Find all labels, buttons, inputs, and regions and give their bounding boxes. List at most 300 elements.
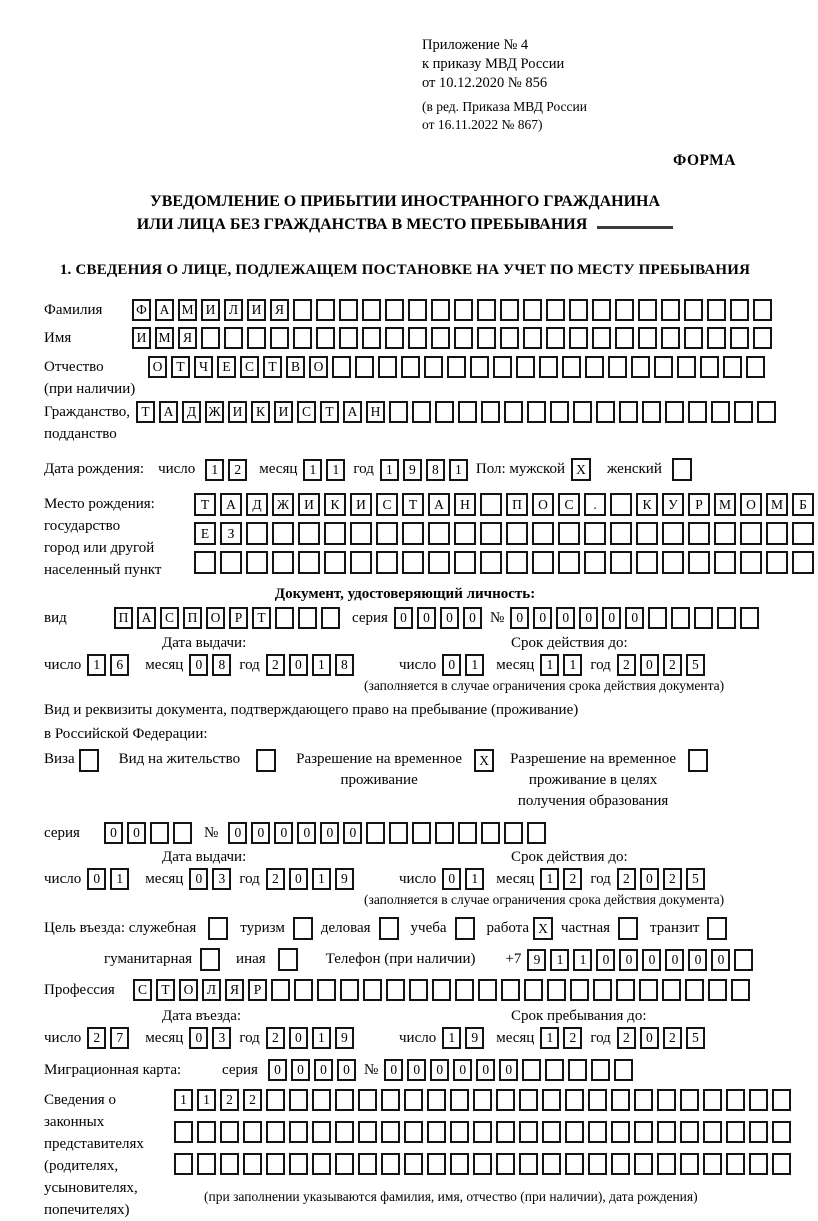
char-box[interactable] [454, 551, 476, 574]
char-box[interactable]: 7 [110, 1027, 129, 1049]
char-box[interactable] [480, 493, 502, 516]
char-box[interactable] [707, 299, 726, 321]
char-box[interactable] [558, 551, 580, 574]
char-box[interactable] [684, 299, 703, 321]
char-box[interactable] [584, 522, 606, 545]
representatives-row2-input[interactable] [174, 1121, 795, 1143]
char-box[interactable] [266, 1121, 285, 1143]
char-box[interactable]: С [376, 493, 398, 516]
char-box[interactable]: М [766, 493, 788, 516]
id-issue-month-input[interactable] [189, 654, 235, 676]
char-box[interactable]: 2 [663, 868, 682, 890]
char-box[interactable] [506, 551, 528, 574]
char-box[interactable]: 0 [417, 607, 436, 629]
char-box[interactable] [731, 979, 750, 1001]
char-box[interactable]: 0 [499, 1059, 518, 1081]
char-box[interactable] [631, 356, 650, 378]
char-box[interactable] [447, 356, 466, 378]
char-box[interactable] [746, 356, 765, 378]
char-box[interactable]: 2 [228, 459, 247, 481]
char-box[interactable]: 0 [510, 607, 529, 629]
birth-place-row1-input[interactable] [194, 493, 818, 516]
char-box[interactable]: 5 [686, 1027, 705, 1049]
stay-until-day-input[interactable] [442, 1027, 488, 1049]
char-box[interactable] [312, 1089, 331, 1111]
char-box[interactable]: Т [194, 493, 216, 516]
char-box[interactable] [672, 458, 692, 481]
char-box[interactable] [194, 551, 216, 574]
char-box[interactable] [680, 1089, 699, 1111]
char-box[interactable] [293, 299, 312, 321]
char-box[interactable] [404, 1089, 423, 1111]
char-box[interactable] [619, 401, 638, 423]
char-box[interactable] [688, 551, 710, 574]
char-box[interactable]: О [309, 356, 328, 378]
birth-month-input[interactable] [303, 459, 349, 481]
char-box[interactable] [378, 356, 397, 378]
char-box[interactable]: 0 [268, 1059, 287, 1081]
char-box[interactable]: 2 [243, 1089, 262, 1111]
given-name-input[interactable] [132, 327, 776, 349]
char-box[interactable] [458, 401, 477, 423]
char-box[interactable] [246, 522, 268, 545]
char-box[interactable] [381, 1121, 400, 1143]
id-expiry-year-input[interactable] [617, 654, 709, 676]
char-box[interactable] [685, 979, 704, 1001]
char-box[interactable]: 9 [465, 1027, 484, 1049]
char-box[interactable] [481, 822, 500, 844]
char-box[interactable] [662, 551, 684, 574]
char-box[interactable] [174, 1121, 193, 1143]
char-box[interactable] [749, 1089, 768, 1111]
char-box[interactable] [523, 299, 542, 321]
char-box[interactable] [545, 1059, 564, 1081]
char-box[interactable] [481, 401, 500, 423]
char-box[interactable] [435, 822, 454, 844]
char-box[interactable]: 2 [87, 1027, 106, 1049]
char-box[interactable]: С [558, 493, 580, 516]
char-box[interactable] [610, 551, 632, 574]
char-box[interactable]: 2 [266, 654, 285, 676]
char-box[interactable]: 1 [573, 949, 592, 971]
char-box[interactable] [688, 749, 708, 772]
char-box[interactable] [792, 522, 814, 545]
purpose-work-checkbox[interactable] [533, 917, 557, 940]
char-box[interactable] [150, 822, 169, 844]
char-box[interactable] [435, 401, 454, 423]
char-box[interactable]: 0 [440, 607, 459, 629]
char-box[interactable]: 0 [596, 949, 615, 971]
char-box[interactable] [389, 822, 408, 844]
char-box[interactable] [523, 327, 542, 349]
id-issue-day-input[interactable] [87, 654, 133, 676]
char-box[interactable] [638, 327, 657, 349]
char-box[interactable]: А [155, 299, 174, 321]
char-box[interactable]: 0 [274, 822, 293, 844]
char-box[interactable] [197, 1153, 216, 1175]
char-box[interactable] [450, 1121, 469, 1143]
char-box[interactable]: С [133, 979, 152, 1001]
purpose-other-checkbox[interactable] [278, 948, 302, 971]
char-box[interactable] [592, 299, 611, 321]
char-box[interactable] [772, 1121, 791, 1143]
char-box[interactable]: М [178, 299, 197, 321]
char-box[interactable]: 0 [189, 1027, 208, 1049]
char-box[interactable]: 0 [343, 822, 362, 844]
char-box[interactable] [473, 1121, 492, 1143]
char-box[interactable] [243, 1153, 262, 1175]
char-box[interactable] [585, 356, 604, 378]
char-box[interactable] [546, 299, 565, 321]
char-box[interactable] [661, 299, 680, 321]
char-box[interactable] [610, 522, 632, 545]
char-box[interactable]: 0 [87, 868, 106, 890]
char-box[interactable] [272, 522, 294, 545]
char-box[interactable] [385, 327, 404, 349]
char-box[interactable] [404, 1121, 423, 1143]
char-box[interactable] [562, 356, 581, 378]
char-box[interactable] [376, 551, 398, 574]
char-box[interactable] [792, 551, 814, 574]
char-box[interactable] [711, 401, 730, 423]
char-box[interactable]: 1 [380, 459, 399, 481]
char-box[interactable] [550, 401, 569, 423]
char-box[interactable] [708, 979, 727, 1001]
char-box[interactable] [200, 948, 220, 971]
char-box[interactable] [504, 401, 523, 423]
entry-month-input[interactable] [189, 1027, 235, 1049]
char-box[interactable] [608, 356, 627, 378]
char-box[interactable] [402, 551, 424, 574]
char-box[interactable]: 2 [617, 1027, 636, 1049]
char-box[interactable] [289, 1121, 308, 1143]
char-box[interactable] [588, 1153, 607, 1175]
char-box[interactable]: 5 [686, 654, 705, 676]
char-box[interactable] [312, 1121, 331, 1143]
purpose-business-checkbox[interactable] [379, 917, 403, 940]
char-box[interactable] [197, 1121, 216, 1143]
char-box[interactable]: 1 [550, 949, 569, 971]
char-box[interactable] [569, 327, 588, 349]
char-box[interactable] [493, 356, 512, 378]
char-box[interactable] [454, 327, 473, 349]
char-box[interactable] [610, 493, 632, 516]
char-box[interactable]: 1 [87, 654, 106, 676]
char-box[interactable] [332, 356, 351, 378]
char-box[interactable]: 0 [442, 868, 461, 890]
char-box[interactable] [480, 551, 502, 574]
char-box[interactable]: 1 [540, 654, 559, 676]
char-box[interactable] [657, 1153, 676, 1175]
char-box[interactable]: 1 [303, 459, 322, 481]
doc-type-input[interactable] [114, 607, 344, 629]
stay-number-input[interactable] [228, 822, 550, 844]
char-box[interactable] [766, 551, 788, 574]
char-box[interactable] [542, 1121, 561, 1143]
char-box[interactable] [504, 822, 523, 844]
char-box[interactable]: 0 [625, 607, 644, 629]
char-box[interactable]: 0 [442, 654, 461, 676]
char-box[interactable] [634, 1089, 653, 1111]
id-expiry-day-input[interactable] [442, 654, 488, 676]
char-box[interactable]: 0 [289, 1027, 308, 1049]
char-box[interactable] [243, 1121, 262, 1143]
char-box[interactable] [454, 522, 476, 545]
char-box[interactable] [688, 522, 710, 545]
char-box[interactable] [454, 299, 473, 321]
char-box[interactable]: Т [402, 493, 424, 516]
char-box[interactable] [680, 1121, 699, 1143]
char-box[interactable] [569, 299, 588, 321]
char-box[interactable]: 0 [619, 949, 638, 971]
char-box[interactable] [376, 522, 398, 545]
char-box[interactable] [565, 1153, 584, 1175]
char-box[interactable] [734, 949, 753, 971]
temp-residence-edu-checkbox[interactable] [688, 749, 712, 772]
char-box[interactable]: Р [229, 607, 248, 629]
char-box[interactable] [358, 1089, 377, 1111]
char-box[interactable] [316, 327, 335, 349]
char-box[interactable] [726, 1121, 745, 1143]
char-box[interactable]: Ж [205, 401, 224, 423]
char-box[interactable]: 0 [320, 822, 339, 844]
char-box[interactable] [546, 327, 565, 349]
char-box[interactable]: М [714, 493, 736, 516]
char-box[interactable] [312, 1153, 331, 1175]
char-box[interactable] [519, 1153, 538, 1175]
char-box[interactable]: 1 [465, 654, 484, 676]
char-box[interactable] [611, 1153, 630, 1175]
char-box[interactable]: И [228, 401, 247, 423]
char-box[interactable]: Д [246, 493, 268, 516]
char-box[interactable] [717, 607, 736, 629]
char-box[interactable]: 2 [663, 654, 682, 676]
char-box[interactable]: 0 [642, 949, 661, 971]
stay-issue-day-input[interactable] [87, 868, 133, 890]
char-box[interactable]: 2 [266, 1027, 285, 1049]
char-box[interactable]: Я [178, 327, 197, 349]
char-box[interactable] [496, 1121, 515, 1143]
char-box[interactable] [500, 327, 519, 349]
patronymic-input[interactable] [148, 356, 769, 378]
char-box[interactable] [321, 607, 340, 629]
char-box[interactable] [657, 1121, 676, 1143]
char-box[interactable]: 0 [476, 1059, 495, 1081]
char-box[interactable] [661, 327, 680, 349]
char-box[interactable]: Н [454, 493, 476, 516]
char-box[interactable] [79, 749, 99, 772]
char-box[interactable] [381, 1089, 400, 1111]
id-expiry-month-input[interactable] [540, 654, 586, 676]
char-box[interactable] [532, 551, 554, 574]
char-box[interactable] [611, 1121, 630, 1143]
char-box[interactable]: 0 [127, 822, 146, 844]
purpose-tourism-checkbox[interactable] [293, 917, 317, 940]
char-box[interactable] [611, 1089, 630, 1111]
char-box[interactable] [389, 401, 408, 423]
char-box[interactable] [714, 522, 736, 545]
char-box[interactable]: К [324, 493, 346, 516]
char-box[interactable] [740, 551, 762, 574]
char-box[interactable] [671, 607, 690, 629]
char-box[interactable]: 6 [110, 654, 129, 676]
char-box[interactable]: Р [248, 979, 267, 1001]
char-box[interactable] [432, 979, 451, 1001]
char-box[interactable]: 8 [426, 459, 445, 481]
char-box[interactable] [634, 1121, 653, 1143]
char-box[interactable]: Ч [194, 356, 213, 378]
char-box[interactable]: 0 [665, 949, 684, 971]
char-box[interactable]: И [201, 299, 220, 321]
char-box[interactable]: 9 [403, 459, 422, 481]
char-box[interactable]: 8 [335, 654, 354, 676]
char-box[interactable]: Р [688, 493, 710, 516]
char-box[interactable] [688, 401, 707, 423]
char-box[interactable]: 9 [335, 868, 354, 890]
visa-checkbox[interactable] [79, 749, 103, 772]
char-box[interactable] [270, 327, 289, 349]
char-box[interactable] [350, 522, 372, 545]
char-box[interactable]: X [571, 458, 591, 481]
char-box[interactable]: Т [263, 356, 282, 378]
citizenship-input[interactable] [136, 401, 780, 423]
char-box[interactable]: 0 [430, 1059, 449, 1081]
char-box[interactable] [427, 1121, 446, 1143]
char-box[interactable]: Ж [272, 493, 294, 516]
char-box[interactable]: Т [320, 401, 339, 423]
char-box[interactable] [596, 401, 615, 423]
char-box[interactable]: 0 [533, 607, 552, 629]
char-box[interactable] [642, 401, 661, 423]
representatives-row1-input[interactable] [174, 1089, 795, 1111]
char-box[interactable] [500, 299, 519, 321]
char-box[interactable] [272, 551, 294, 574]
char-box[interactable] [506, 522, 528, 545]
char-box[interactable] [358, 1121, 377, 1143]
char-box[interactable] [542, 1153, 561, 1175]
char-box[interactable]: 1 [312, 654, 331, 676]
char-box[interactable] [636, 522, 658, 545]
char-box[interactable] [450, 1089, 469, 1111]
char-box[interactable]: 3 [212, 868, 231, 890]
id-series-input[interactable] [394, 607, 486, 629]
char-box[interactable]: 2 [617, 654, 636, 676]
char-box[interactable] [339, 327, 358, 349]
char-box[interactable] [662, 522, 684, 545]
char-box[interactable] [339, 299, 358, 321]
char-box[interactable]: 0 [314, 1059, 333, 1081]
char-box[interactable]: 0 [453, 1059, 472, 1081]
char-box[interactable] [358, 1153, 377, 1175]
char-box[interactable] [409, 979, 428, 1001]
char-box[interactable] [700, 356, 719, 378]
char-box[interactable] [684, 327, 703, 349]
char-box[interactable]: Л [202, 979, 221, 1001]
char-box[interactable] [266, 1089, 285, 1111]
char-box[interactable] [519, 1121, 538, 1143]
char-box[interactable] [427, 1089, 446, 1111]
entry-day-input[interactable] [87, 1027, 133, 1049]
char-box[interactable]: П [183, 607, 202, 629]
char-box[interactable]: 0 [289, 654, 308, 676]
stay-until-year-input[interactable] [617, 1027, 709, 1049]
char-box[interactable] [477, 299, 496, 321]
char-box[interactable] [665, 401, 684, 423]
char-box[interactable] [636, 551, 658, 574]
char-box[interactable] [379, 917, 399, 940]
char-box[interactable] [618, 917, 638, 940]
char-box[interactable] [350, 551, 372, 574]
id-number-input[interactable] [510, 607, 763, 629]
char-box[interactable] [427, 1153, 446, 1175]
char-box[interactable]: 0 [602, 607, 621, 629]
char-box[interactable] [173, 822, 192, 844]
char-box[interactable]: 1 [540, 868, 559, 890]
char-box[interactable]: 2 [563, 868, 582, 890]
purpose-private-checkbox[interactable] [618, 917, 642, 940]
birth-day-input[interactable] [205, 459, 251, 481]
stay-series-input[interactable] [104, 822, 196, 844]
char-box[interactable] [366, 822, 385, 844]
stay-expiry-month-input[interactable] [540, 868, 586, 890]
char-box[interactable] [220, 551, 242, 574]
char-box[interactable] [208, 917, 228, 940]
char-box[interactable]: Л [224, 299, 243, 321]
char-box[interactable] [634, 1153, 653, 1175]
char-box[interactable] [662, 979, 681, 1001]
id-issue-year-input[interactable] [266, 654, 358, 676]
char-box[interactable] [726, 1153, 745, 1175]
char-box[interactable]: Я [270, 299, 289, 321]
char-box[interactable]: 1 [449, 459, 468, 481]
char-box[interactable]: 1 [110, 868, 129, 890]
char-box[interactable] [726, 1089, 745, 1111]
char-box[interactable] [496, 1089, 515, 1111]
char-box[interactable] [298, 607, 317, 629]
char-box[interactable] [363, 979, 382, 1001]
char-box[interactable] [749, 1121, 768, 1143]
char-box[interactable] [293, 917, 313, 940]
char-box[interactable]: 0 [640, 868, 659, 890]
char-box[interactable]: 1 [197, 1089, 216, 1111]
char-box[interactable]: Т [171, 356, 190, 378]
char-box[interactable]: 9 [527, 949, 546, 971]
char-box[interactable] [522, 1059, 541, 1081]
purpose-official-checkbox[interactable] [208, 917, 232, 940]
char-box[interactable] [638, 299, 657, 321]
char-box[interactable]: 0 [407, 1059, 426, 1081]
char-box[interactable] [289, 1089, 308, 1111]
char-box[interactable]: Ф [132, 299, 151, 321]
char-box[interactable] [298, 551, 320, 574]
residence-permit-checkbox[interactable] [256, 749, 280, 772]
char-box[interactable]: 0 [337, 1059, 356, 1081]
char-box[interactable]: И [274, 401, 293, 423]
char-box[interactable]: 0 [463, 607, 482, 629]
sex-female-checkbox[interactable] [672, 458, 696, 481]
char-box[interactable] [412, 822, 431, 844]
char-box[interactable] [455, 979, 474, 1001]
char-box[interactable] [501, 979, 520, 1001]
char-box[interactable]: 1 [540, 1027, 559, 1049]
char-box[interactable] [455, 917, 475, 940]
char-box[interactable] [654, 356, 673, 378]
char-box[interactable] [470, 356, 489, 378]
char-box[interactable] [740, 607, 759, 629]
char-box[interactable] [753, 327, 772, 349]
char-box[interactable] [588, 1121, 607, 1143]
char-box[interactable] [677, 356, 696, 378]
